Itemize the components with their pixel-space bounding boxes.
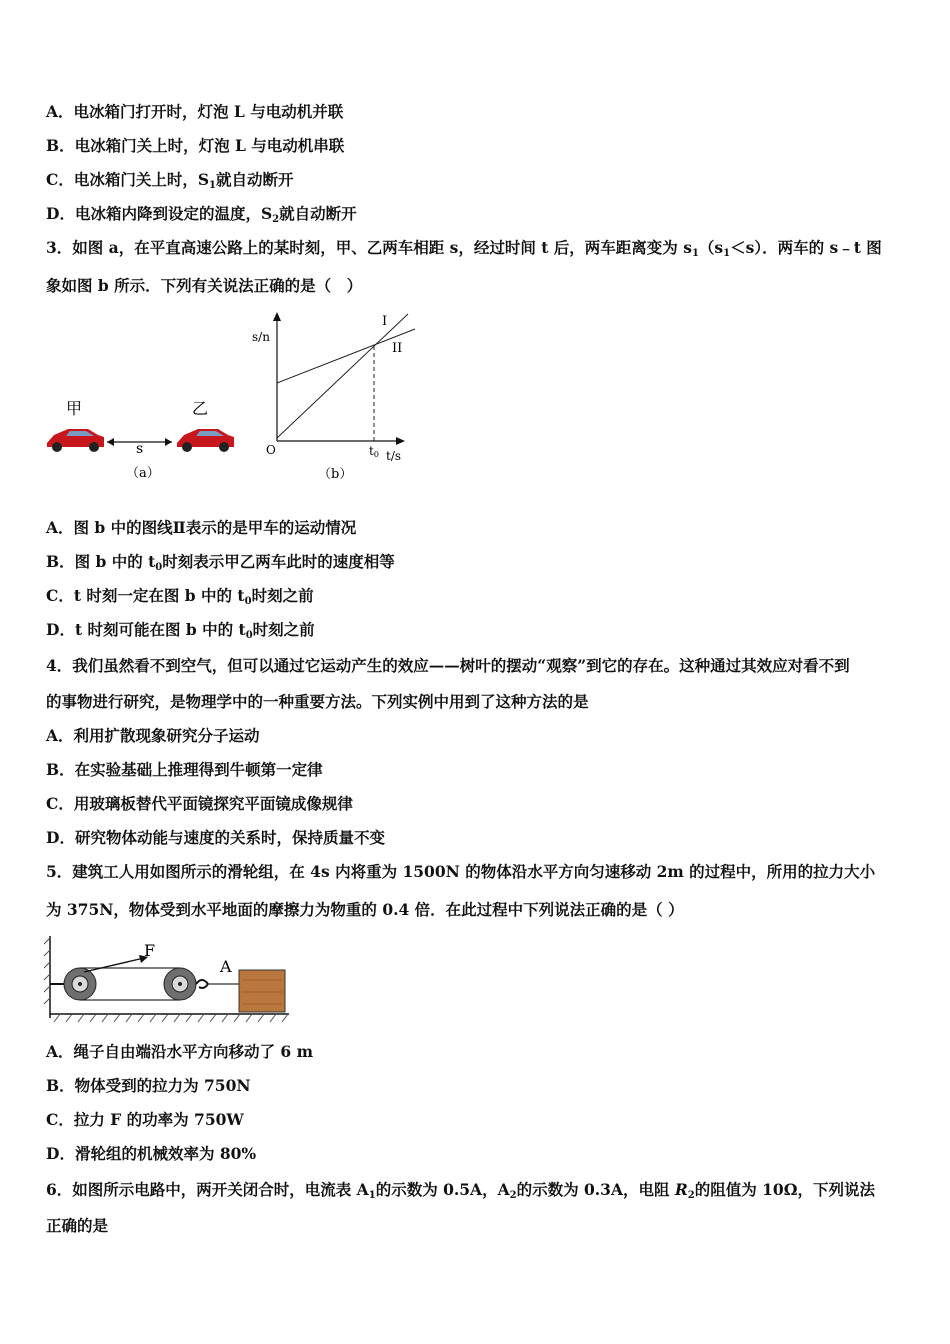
q4-option-d: D．研究物体动能与速度的关系时，保持质量不变 — [46, 828, 385, 847]
car1-label: 甲 — [66, 399, 83, 418]
q4-stem-line1: 4．我们虽然看不到空气，但可以通过它运动产生的效应——树叶的摆动“观察”到它的存在。这种通过其效应对看不到 — [46, 656, 850, 675]
wooden-block-icon — [239, 970, 285, 1012]
q2-option-a: A．电冰箱门打开时，灯泡 L 与电动机并联 — [46, 102, 344, 121]
q3-figure-a — [44, 395, 244, 485]
origin-label: O — [266, 443, 276, 457]
q4-option-b: B．在实验基础上推理得到牛顿第一定律 — [46, 760, 323, 779]
force-arrow — [84, 955, 148, 972]
rope-lines — [80, 968, 239, 1000]
x-axis-label: t/s — [386, 449, 402, 463]
q4-option-a: A．利用扩散现象研究分子运动 — [46, 726, 260, 745]
fixed-pulley-icon — [50, 968, 96, 1000]
q5-option-b: B．物体受到的拉力为 750N — [46, 1076, 251, 1095]
q3-stem-line1: 3．如图 a，在平直高速公路上的某时刻，甲、乙两车相距 s，经过时间 t 后，两车距离变为 $s_1(s_1<s)$．两车的 s﹣t 图 — [46, 238, 882, 259]
q3-stem-line2: 象如图 b 所示．下列有关说法正确的是（ ） — [46, 276, 363, 295]
car-jia-icon — [47, 429, 104, 452]
graph-line-2 — [277, 329, 415, 383]
y-axis-label: s/n — [252, 330, 270, 344]
q3-option-b: B．图 b 中的 $t_0$时刻表示甲乙两车此时的速度相等 — [46, 552, 395, 573]
car-yi-icon — [177, 429, 234, 452]
q6-stem-line2: 正确的是 — [46, 1216, 109, 1235]
figure-b-caption: （b） — [318, 467, 353, 482]
q5-option-c: C．拉力 F 的功率为 750W — [46, 1110, 244, 1129]
distance-label: s — [136, 441, 144, 457]
q4-option-c: C．用玻璃板替代平面镜探究平面镜成像规律 — [46, 794, 353, 813]
q5-option-d: D．滑轮组的机械效率为 80% — [46, 1144, 257, 1163]
q4-stem-line2: 的事物进行研究，是物理学中的一种重要方法。下列实例中用到了这种方法的是 — [46, 692, 589, 711]
q2-option-c: C．电冰箱门关上时，$S_1$就自动断开 — [46, 170, 294, 191]
line-1-label: I — [382, 314, 388, 329]
q5-stem-line2: 为 375N，物体受到水平地面的摩擦力为物重的 0.4 倍．在此过程中下列说法正确的是（ ） — [46, 900, 684, 919]
movable-pulley-icon — [164, 968, 208, 1000]
wall-icon — [44, 936, 50, 1018]
q3-option-c: C．t 时刻一定在图 b 中的 $t_0$时刻之前 — [46, 586, 314, 607]
q6-stem-line1: 6．如图所示电路中，两开关闭合时，电流表 $A_1$的示数为 0.5A，$A_2$的示数为 0.3A，电阻 $R_2$的阻值为 10Ω，下列说法 — [46, 1180, 875, 1201]
t0-label: t0 — [369, 444, 379, 459]
q3-option-a: A．图 b 中的图线Ⅱ表示的是甲车的运动情况 — [46, 518, 357, 537]
force-label: F — [144, 941, 156, 960]
car2-label: 乙 — [192, 399, 209, 418]
q5-stem-line1: 5．建筑工人用如图所示的滑轮组，在 4s 内将重为 1500N 的物体沿水平方向匀速移动 2m 的过程中，所用的拉力大小 — [46, 862, 876, 881]
q2-option-d: D．电冰箱内降到设定的温度，$S_2$就自动断开 — [46, 204, 357, 225]
q5-option-a: A．绳子自由端沿水平方向移动了 6 m — [46, 1042, 314, 1061]
q3-figure-b — [250, 308, 420, 488]
figure-a-caption: （a） — [126, 466, 160, 481]
q2-option-b: B．电冰箱门关上时，灯泡 L 与电动机串联 — [46, 136, 345, 155]
q3-option-d: D．t 时刻可能在图 b 中的 $t_0$时刻之前 — [46, 620, 315, 641]
graph-line-1 — [277, 314, 408, 438]
point-a-label: A — [220, 957, 232, 976]
ground-icon — [50, 1014, 289, 1022]
line-2-label: II — [392, 341, 403, 356]
q5-pulley-figure — [44, 934, 294, 1026]
